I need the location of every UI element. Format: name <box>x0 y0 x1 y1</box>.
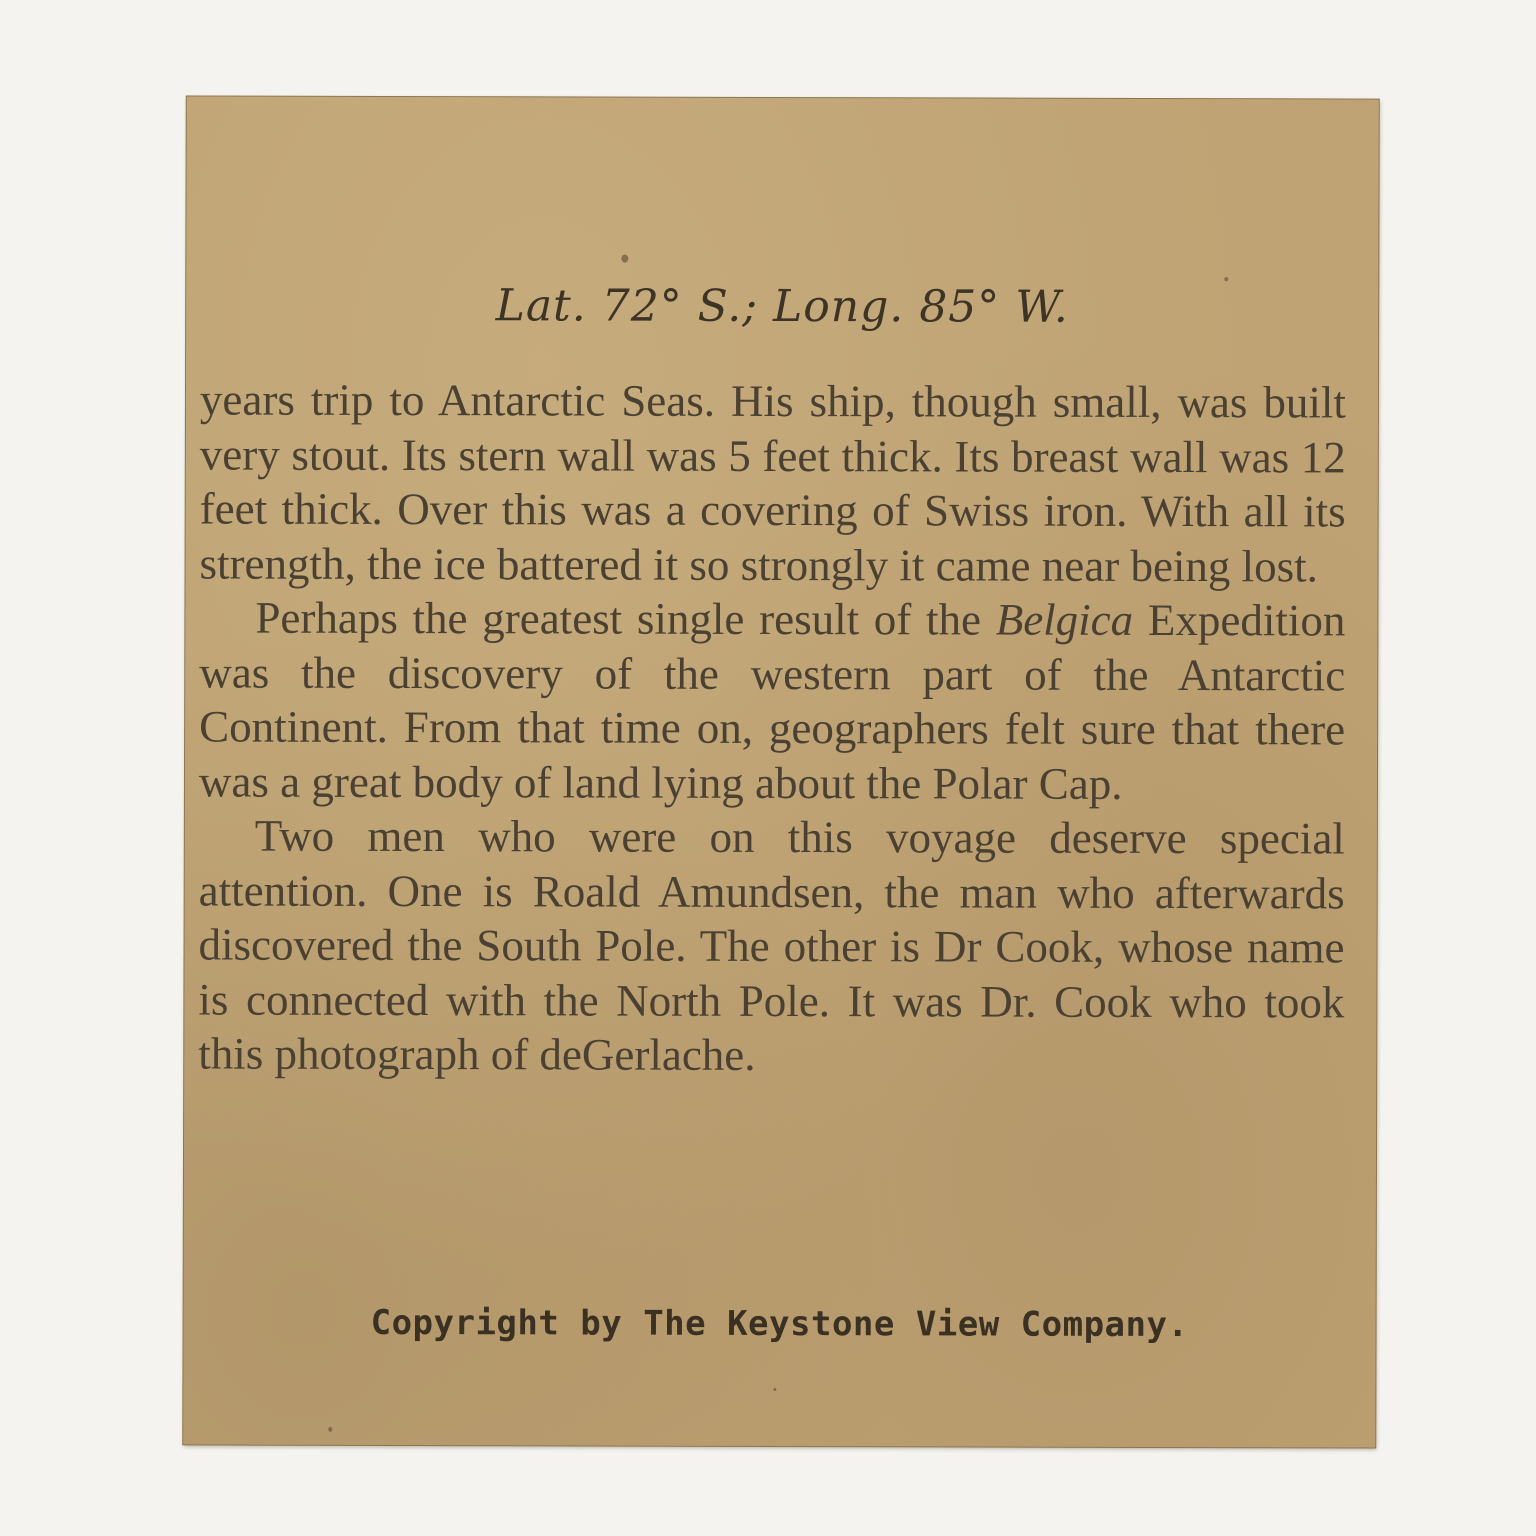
ship-name-italic: Belgica <box>995 594 1134 645</box>
paragraph-ship: years trip to Antarctic Seas. His ship, though small, was built very stout. Its stern wall was 5 feet thick. Its breast wall was 12 feet thick. Over this was a covering of Swiss iron. With all its strength, the ice battered it so strongly it came near being lost. <box>199 374 1347 591</box>
stereoview-card-back <box>183 96 1379 1447</box>
paper-speck <box>773 1388 776 1391</box>
paragraph-result-end: Expedition was the discovery of the western part of the Antarctic Continent. From that time on, geographers felt sure that there was a great body of land lying about the Polar Cap. <box>198 594 1346 809</box>
card-description <box>198 372 1346 1083</box>
paper-speck <box>328 1427 332 1432</box>
coordinates-heading: Lat. 72° S.; Long. 85° W. <box>495 280 1069 333</box>
copyright-line: Copyright by The Keystone View Company. <box>370 1302 1189 1346</box>
paper-speck <box>621 255 628 263</box>
paragraph-crew: Two men who were on this voyage deserve special attention. One is Roald Amundsen, the man who afterwards discovered the South Pole. The other is Dr Cook, whose name is connected with the North Pole. It was Dr. Cook who took this photograph of deGerlache. <box>198 810 1345 1080</box>
paragraph-result-start: Perhaps the greatest single result of the <box>255 592 996 645</box>
paragraph-result <box>199 590 1346 811</box>
paper-speck <box>1224 277 1228 281</box>
